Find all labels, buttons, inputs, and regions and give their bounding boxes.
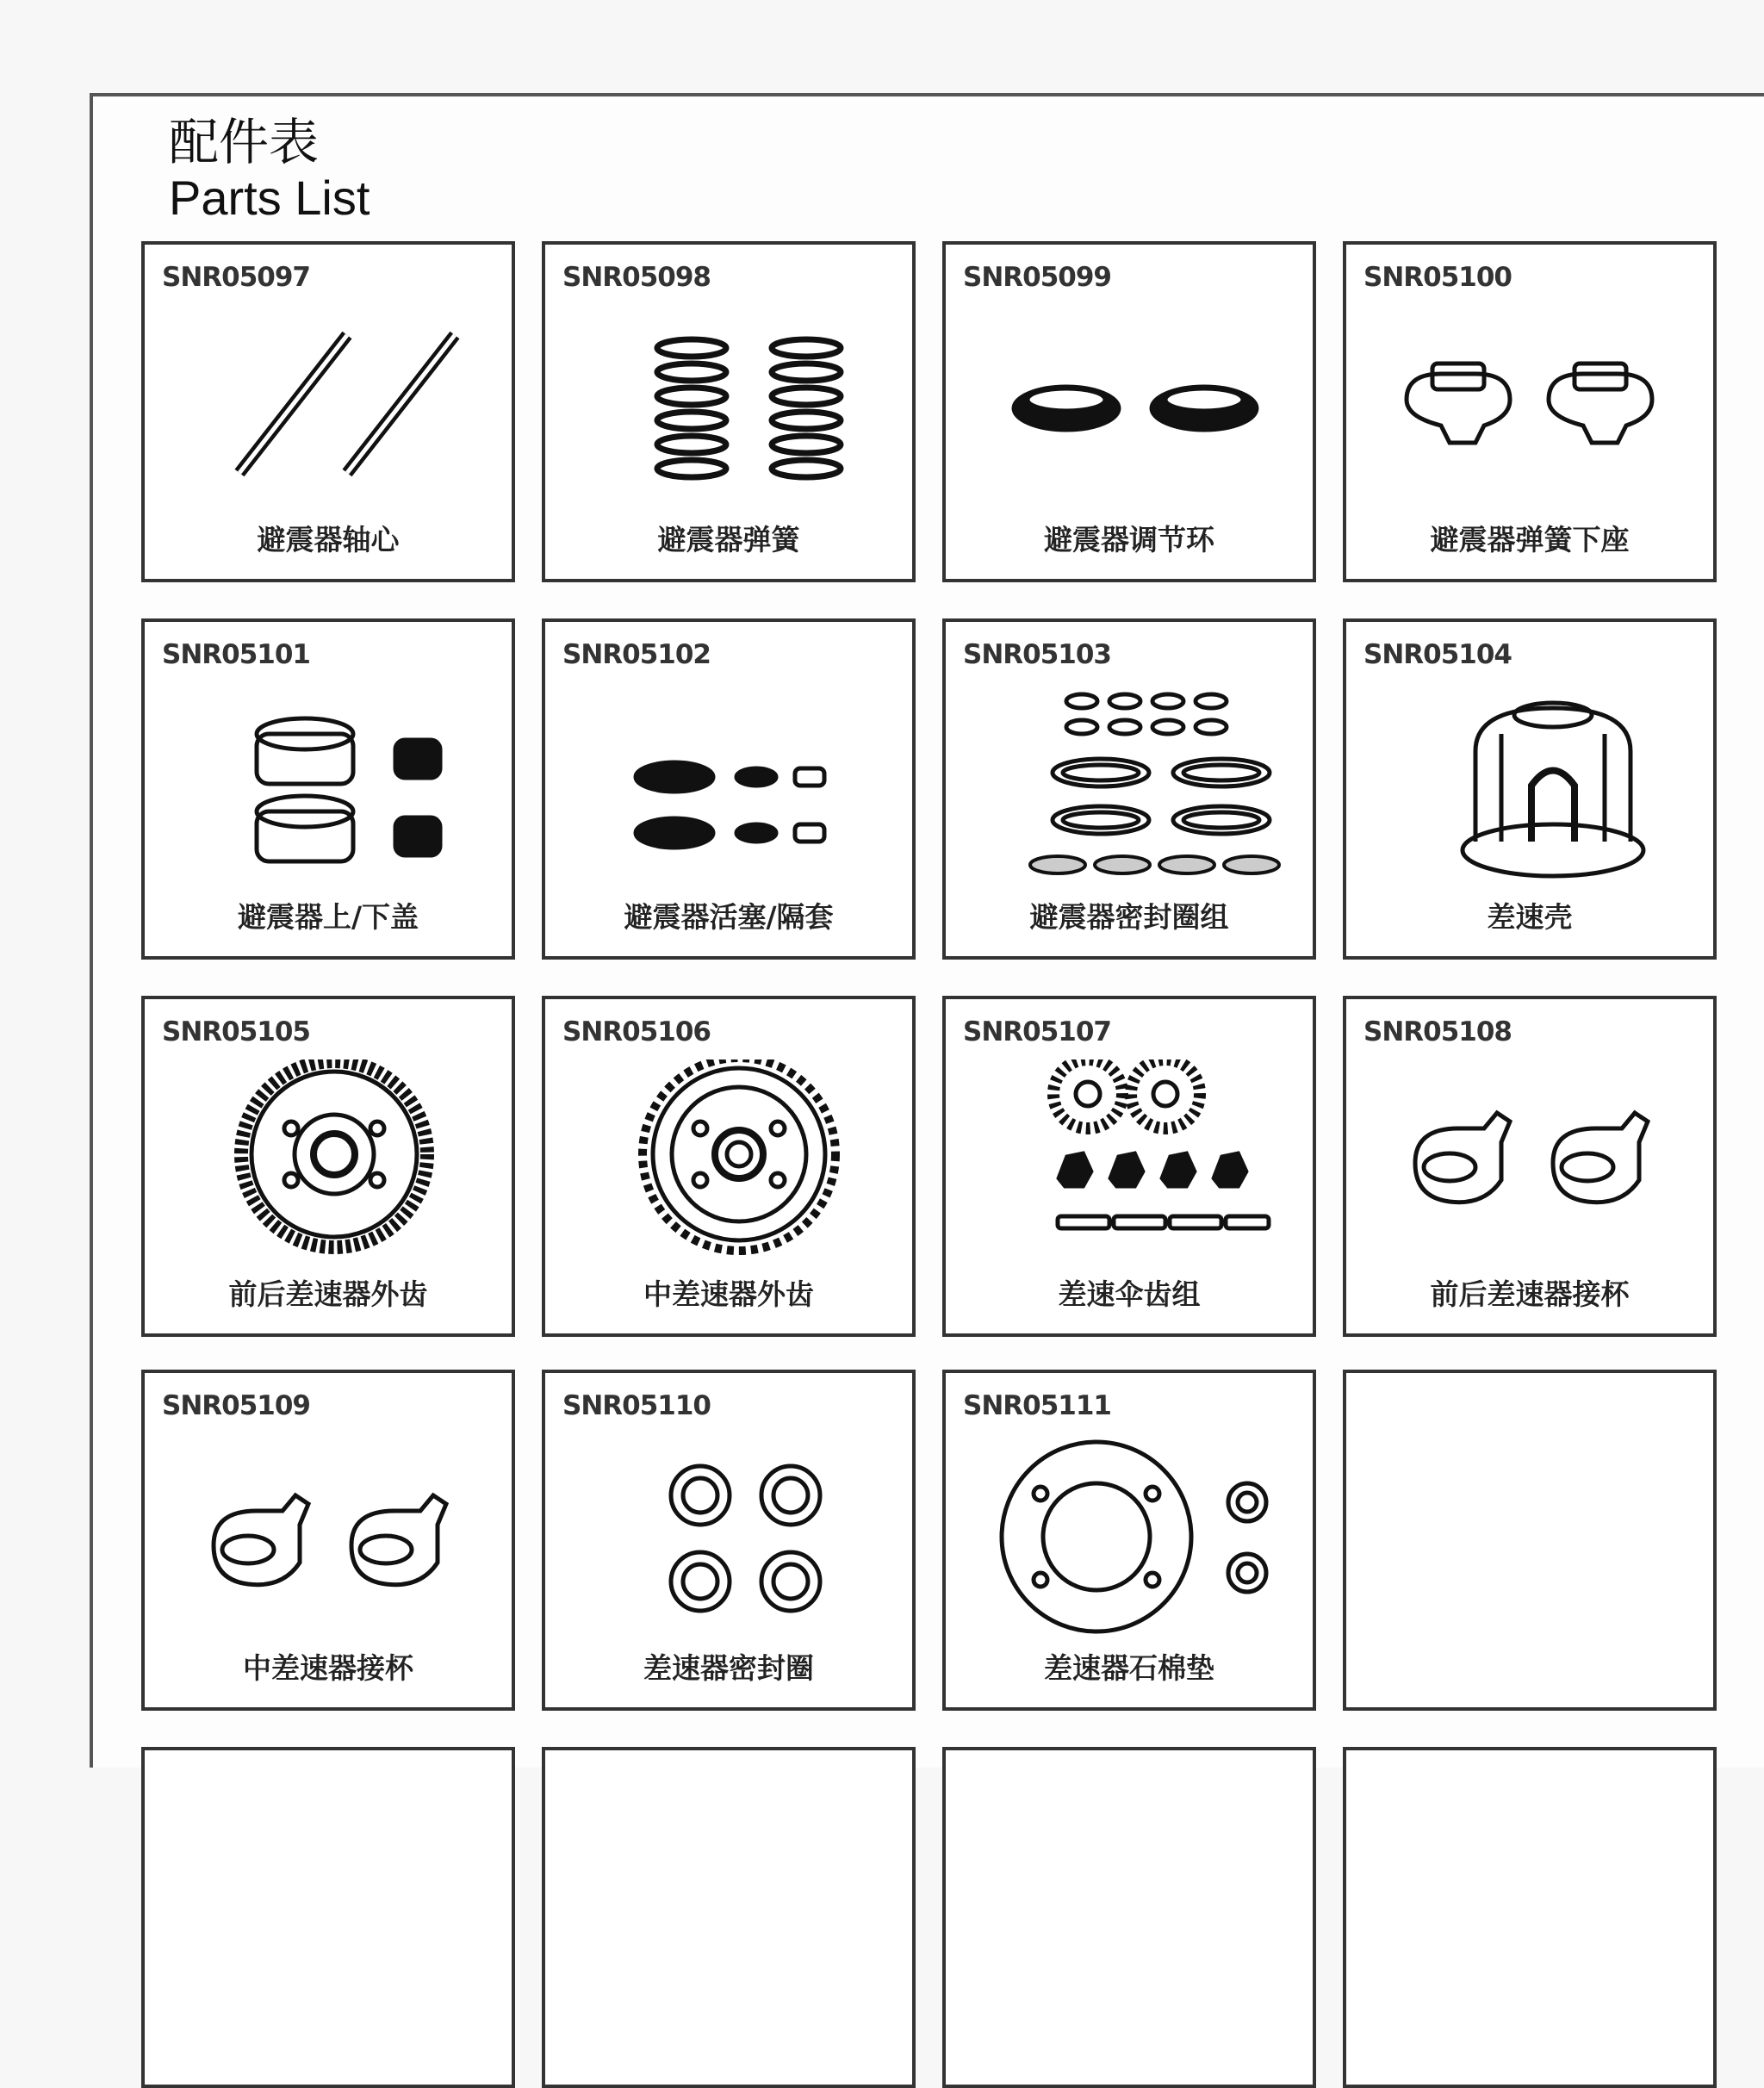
part-card[interactable] (1343, 618, 1717, 960)
part-card[interactable] (942, 996, 1316, 1337)
part-name: 避震器弹簧下座 (1430, 523, 1630, 556)
part-card[interactable] (542, 241, 916, 582)
part-name: 差速器石棉垫 (1044, 1651, 1214, 1685)
part-code: SNR05110 (562, 1390, 711, 1421)
adjust-ring-icon (980, 305, 1282, 512)
part-card[interactable] (141, 241, 515, 582)
o-ring-set-icon (980, 682, 1282, 889)
part-code: SNR05100 (1363, 262, 1512, 293)
part-name: 避震器上/下盖 (237, 900, 419, 934)
part-code: SNR05102 (562, 639, 711, 670)
part-code: SNR05103 (963, 639, 1111, 670)
part-code: SNR05097 (162, 262, 310, 293)
part-card[interactable] (141, 1370, 515, 1711)
part-name: 避震器调节环 (1044, 523, 1214, 556)
part-card-partial (542, 1747, 916, 2088)
page-title-en: Parts List (169, 171, 370, 225)
part-name: 差速壳 (1487, 900, 1573, 934)
shock-cap-icon (179, 682, 481, 889)
part-card-partial (1343, 1747, 1717, 2088)
gasket-icon (980, 1433, 1282, 1640)
part-card[interactable] (141, 996, 515, 1337)
diff-case-icon (1381, 682, 1682, 889)
part-name: 差速伞齿组 (1058, 1277, 1201, 1311)
part-card[interactable] (542, 618, 916, 960)
part-name: 差速器密封圈 (643, 1651, 814, 1685)
part-code: SNR05108 (1363, 1016, 1512, 1047)
part-card-partial (942, 1747, 1316, 2088)
spur-gear-icon (580, 1060, 881, 1266)
shock-spring-icon (580, 305, 881, 512)
part-card[interactable] (141, 618, 515, 960)
part-name: 避震器轴心 (257, 523, 400, 556)
part-code: SNR05107 (963, 1016, 1111, 1047)
part-code: SNR05106 (562, 1016, 711, 1047)
part-card-partial (141, 1747, 515, 2088)
part-code: SNR05098 (562, 262, 711, 293)
part-card[interactable] (1343, 241, 1717, 582)
ring-gear-icon (179, 1060, 481, 1266)
diff-cup-icon (179, 1433, 481, 1640)
page-title-cn: 配件表 (169, 113, 320, 171)
part-card[interactable] (1343, 996, 1717, 1337)
part-card[interactable] (942, 618, 1316, 960)
part-name: 前后差速器接杯 (1430, 1277, 1630, 1311)
empty-card (1343, 1370, 1717, 1711)
spring-seat-icon (1381, 305, 1682, 512)
part-name: 中差速器外齿 (643, 1277, 814, 1311)
part-name: 避震器活塞/隔套 (624, 900, 834, 934)
diff-cup-icon (1381, 1060, 1682, 1266)
part-card[interactable] (542, 1370, 916, 1711)
diff-seal-icon (580, 1433, 881, 1640)
bevel-gear-set-icon (980, 1060, 1282, 1266)
part-code: SNR05111 (963, 1390, 1111, 1421)
shock-shaft-icon (179, 305, 481, 512)
part-card[interactable] (942, 1370, 1316, 1711)
part-code: SNR05105 (162, 1016, 310, 1047)
part-code: SNR05101 (162, 639, 310, 670)
piston-icon (580, 682, 881, 889)
part-code: SNR05099 (963, 262, 1111, 293)
part-name: 避震器弹簧 (657, 523, 800, 556)
part-card[interactable] (542, 996, 916, 1337)
part-code: SNR05104 (1363, 639, 1512, 670)
part-name: 避震器密封圈组 (1029, 900, 1229, 934)
part-name: 前后差速器外齿 (228, 1277, 428, 1311)
part-card[interactable] (942, 241, 1316, 582)
part-code: SNR05109 (162, 1390, 310, 1421)
part-name: 中差速器接杯 (243, 1651, 413, 1685)
